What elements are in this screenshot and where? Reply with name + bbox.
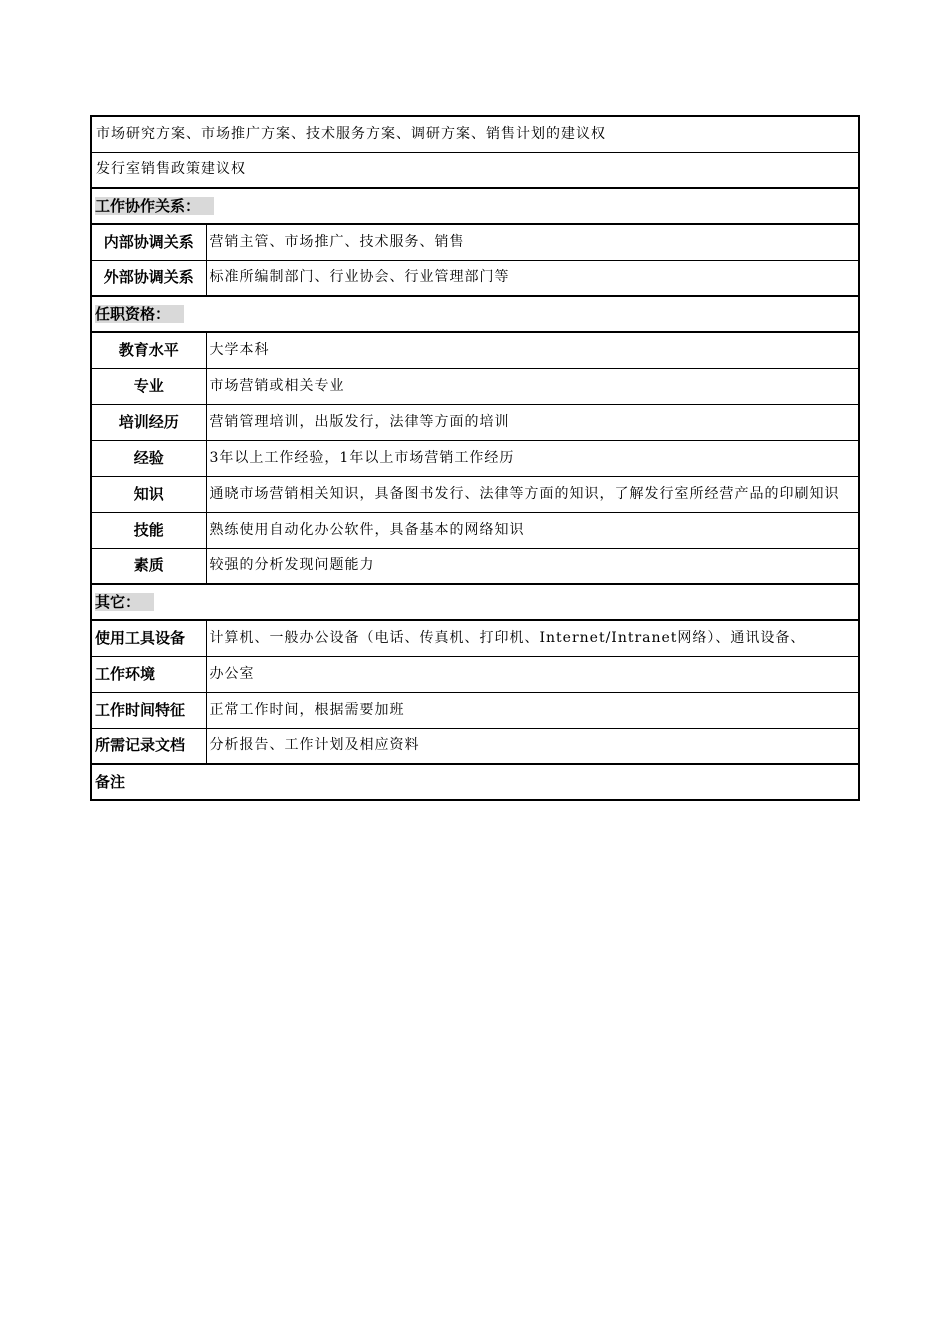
row-label: 技能	[91, 512, 206, 548]
row-value: 营销主管、市场推广、技术服务、销售	[206, 224, 859, 260]
table-row	[91, 548, 859, 584]
section-header-qualifications	[91, 296, 859, 332]
section-header-remarks	[91, 764, 859, 800]
authority-row	[91, 116, 859, 152]
row-value: 计算机、一般办公设备（电话、传真机、打印机、Internet/Intranet网络）、通讯设备、	[206, 620, 859, 656]
row-label: 内部协调关系	[91, 224, 206, 260]
row-value: 分析报告、工作计划及相应资料	[206, 728, 859, 764]
row-value: 办公室	[206, 656, 859, 692]
table-row	[91, 476, 859, 512]
table-row	[91, 692, 859, 728]
row-value: 营销管理培训，出版发行，法律等方面的培训	[206, 404, 859, 440]
row-value: 标准所编制部门、行业协会、行业管理部门等	[206, 260, 859, 296]
authority-row	[91, 152, 859, 188]
row-value: 通晓市场营销相关知识，具备图书发行、法律等方面的知识，了解发行室所经营产品的印刷知识	[206, 476, 859, 512]
section-title: 任职资格：	[95, 305, 184, 323]
job-description-table	[90, 115, 860, 801]
row-label: 使用工具设备	[91, 620, 206, 656]
table-row	[91, 224, 859, 260]
row-label: 工作时间特征	[91, 692, 206, 728]
row-label: 知识	[91, 476, 206, 512]
remarks-title: 备注	[91, 764, 859, 800]
row-label: 工作环境	[91, 656, 206, 692]
row-value: 较强的分析发现问题能力	[206, 548, 859, 584]
table-row	[91, 656, 859, 692]
section-header-collaboration	[91, 188, 859, 224]
table-row	[91, 620, 859, 656]
row-label: 专业	[91, 368, 206, 404]
row-value: 大学本科	[206, 332, 859, 368]
table-row	[91, 404, 859, 440]
authority-text: 市场研究方案、市场推广方案、技术服务方案、调研方案、销售计划的建议权	[91, 116, 859, 152]
section-title: 其它：	[95, 593, 154, 611]
section-header-other	[91, 584, 859, 620]
section-title: 工作协作关系：	[95, 197, 214, 215]
row-value: 正常工作时间，根据需要加班	[206, 692, 859, 728]
row-label: 素质	[91, 548, 206, 584]
authority-text: 发行室销售政策建议权	[91, 152, 859, 188]
row-value: 熟练使用自动化办公软件，具备基本的网络知识	[206, 512, 859, 548]
row-value: 3年以上工作经验，1年以上市场营销工作经历	[206, 440, 859, 476]
table-row	[91, 728, 859, 764]
row-label: 外部协调关系	[91, 260, 206, 296]
row-value: 市场营销或相关专业	[206, 368, 859, 404]
row-label: 教育水平	[91, 332, 206, 368]
row-label: 培训经历	[91, 404, 206, 440]
table-row	[91, 332, 859, 368]
table-row	[91, 512, 859, 548]
table-row	[91, 440, 859, 476]
row-label: 所需记录文档	[91, 728, 206, 764]
table-row	[91, 368, 859, 404]
row-label: 经验	[91, 440, 206, 476]
table-row	[91, 260, 859, 296]
